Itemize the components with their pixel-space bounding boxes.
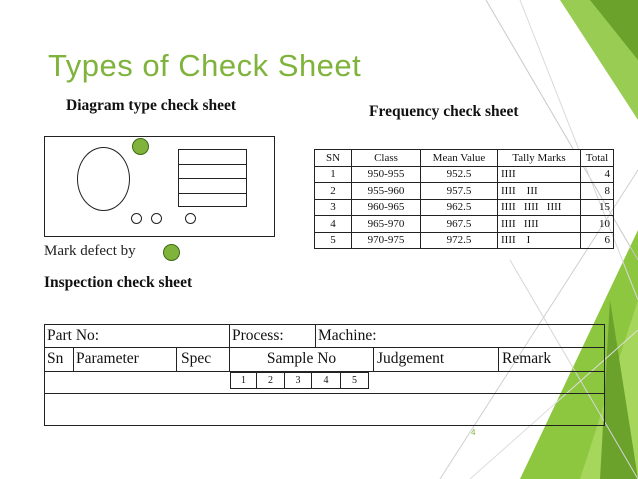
oval-part-outline <box>77 147 130 211</box>
defect-marker-dot <box>163 244 180 261</box>
tally-cell: IIII I <box>498 232 581 249</box>
machine-label: Machine: <box>318 327 377 344</box>
class-cell: 960-965 <box>352 199 421 216</box>
inspection-header-row <box>45 325 604 348</box>
table-row <box>315 183 614 200</box>
total-cell: 15 <box>581 199 614 216</box>
diagram-check-sheet <box>44 136 275 237</box>
sn-cell: 2 <box>315 183 352 200</box>
table-row <box>315 232 614 249</box>
part-no-label: Part No: <box>45 325 230 347</box>
frequency-table <box>314 149 614 249</box>
slide-title: Types of Check Sheet <box>48 48 362 83</box>
inspection-columns-row <box>45 348 604 372</box>
mark-defect-label: Mark defect by <box>44 243 136 259</box>
tally-cell: IIII IIII <box>498 216 581 233</box>
inspection-check-sheet <box>44 324 605 426</box>
rectangle-stack <box>178 149 247 207</box>
sn-cell: 3 <box>315 199 352 216</box>
sn-label: Sn <box>45 348 74 371</box>
diagram-sheet-heading: Diagram type check sheet <box>66 97 237 114</box>
total-cell: 4 <box>581 166 614 183</box>
page-number: 4 <box>471 428 476 437</box>
sample-no-label: Sample No <box>230 348 374 371</box>
process-label: Process: <box>230 325 316 347</box>
total-cell: 10 <box>581 216 614 233</box>
class-cell: 950-955 <box>352 166 421 183</box>
mean-cell: 957.5 <box>421 183 498 200</box>
mean-cell: 952.5 <box>421 166 498 183</box>
sn-cell: 5 <box>315 232 352 249</box>
inspection-sheet-heading: Inspection check sheet <box>44 274 193 291</box>
sample-number: 5 <box>340 372 369 389</box>
tally-cell: IIII III <box>498 183 581 200</box>
sample-number: 3 <box>284 372 312 389</box>
parameter-label: Parameter <box>74 348 177 371</box>
column-header-total: Total <box>581 150 614 167</box>
mean-cell: 972.5 <box>421 232 498 249</box>
mean-cell: 967.5 <box>421 216 498 233</box>
table-row <box>315 199 614 216</box>
column-header-mean-value: Mean Value <box>421 150 498 167</box>
column-header-class: Class <box>352 150 421 167</box>
mean-cell: 962.5 <box>421 199 498 216</box>
table-row <box>315 216 614 233</box>
sn-cell: 4 <box>315 216 352 233</box>
sample-number: 2 <box>256 372 285 389</box>
sn-cell: 1 <box>315 166 352 183</box>
column-header-tally-marks: Tally Marks <box>498 150 581 167</box>
remark-label: Remark <box>502 350 552 367</box>
class-cell: 955-960 <box>352 183 421 200</box>
hole-circle <box>185 213 196 224</box>
total-cell: 6 <box>581 232 614 249</box>
defect-marker-dot <box>132 138 149 155</box>
table-row <box>315 166 614 183</box>
class-cell: 970-975 <box>352 232 421 249</box>
column-header-sn: SN <box>315 150 352 167</box>
sample-number: 1 <box>230 372 257 389</box>
total-cell: 8 <box>581 183 614 200</box>
sample-numbers-row <box>45 372 604 394</box>
hole-circle <box>151 213 162 224</box>
tally-cell: IIII <box>498 166 581 183</box>
frequency-sheet-heading: Frequency check sheet <box>369 103 519 120</box>
sample-number: 4 <box>311 372 341 389</box>
table-header-row <box>315 150 614 167</box>
class-cell: 965-970 <box>352 216 421 233</box>
judgement-label: Judgement <box>374 348 499 371</box>
tally-cell: IIII IIII IIII <box>498 199 581 216</box>
hole-circle <box>131 213 142 224</box>
spec-label: Spec <box>177 348 230 371</box>
